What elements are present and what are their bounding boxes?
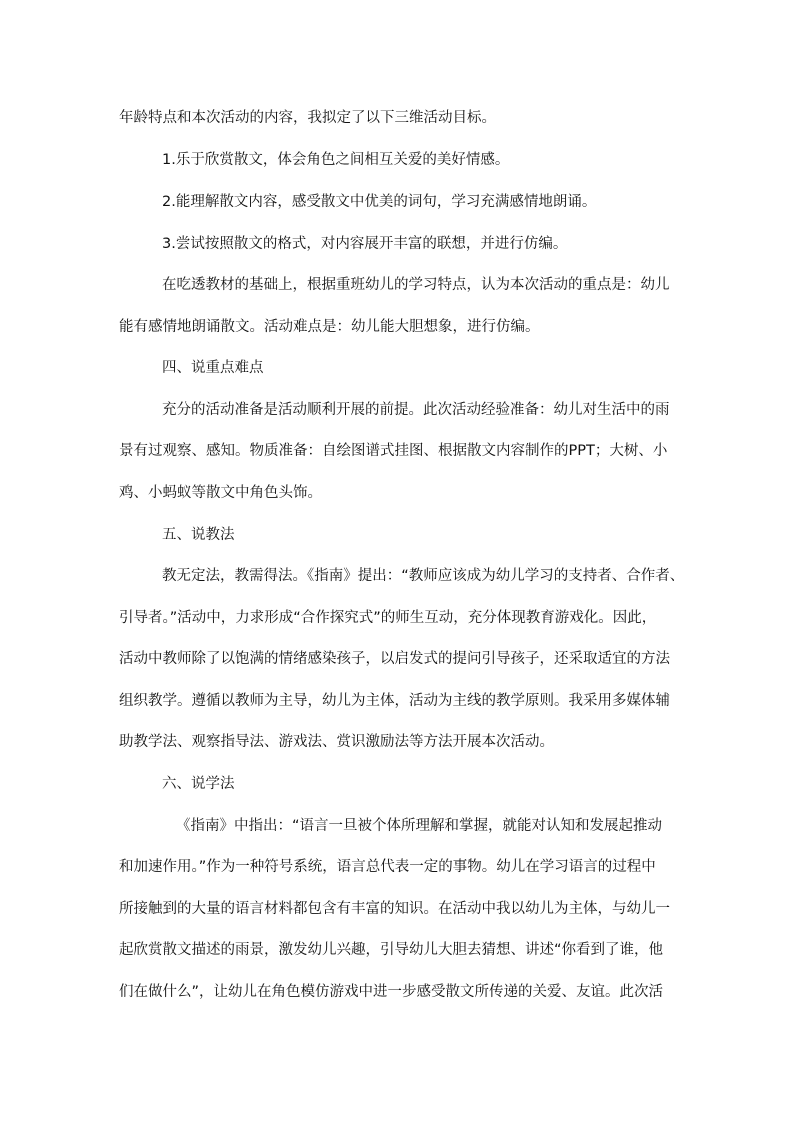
text-line: 3.尝试按照散文的格式，对内容展开丰富的联想，并进行仿编。 — [162, 236, 568, 252]
text-line: 起欣赏散文描述的雨景，激发幼儿兴趣，引导幼儿大胆去猜想、讲述“你看到了谁，他 — [119, 942, 664, 958]
text-line: 在吃透教材的基础上，根据重班幼儿的学习特点，认为本次活动的重点是：幼儿 — [162, 277, 670, 293]
text-line: 能有感情地朗诵散文。活动难点是：幼儿能大胆想象，进行仿编。 — [119, 319, 540, 335]
text-line: 鸡、小蚂蚁等散文中角色头饰。 — [119, 485, 322, 501]
text-line: 助教学法、观察指导法、游戏法、赏识激励法等方法开展本次活动。 — [119, 734, 554, 750]
text-line: 1.乐于欣赏散文，体会角色之间相互关爱的美好情感。 — [162, 152, 510, 168]
text-line: 教无定法，教需得法。《指南》提出：“教师应该成为幼儿学习的支持者、合作者、 — [162, 568, 685, 584]
section-heading: 五、说教法 — [162, 527, 235, 543]
text-line: 充分的活动准备是活动顺利开展的前提。此次活动经验准备：幼儿对生活中的雨 — [162, 402, 670, 418]
text-line: 所接触到的大量的语言材料都包含有丰富的知识。在活动中我以幼儿为主体，与幼儿一 — [119, 901, 670, 917]
text-line: 组织教学。遵循以教师为主导，幼儿为主体，活动为主线的教学原则。我采用多媒体辅 — [119, 693, 670, 709]
text-line: 年龄特点和本次活动的内容，我拟定了以下三维活动目标。 — [119, 110, 496, 126]
text-line: 景有过观察、感知。物质准备：自绘图谱式挂图、根据散文内容制作的PPT；大树、小 — [119, 443, 668, 459]
text-line: 们在做什么”，让幼儿在角色模仿游戏中进一步感受散文所传递的关爱、友谊。此次活 — [119, 984, 664, 1000]
text-line: 和加速作用。”作为一种符号系统，语言总代表一定的事物。幼儿在学习语言的过程中 — [119, 859, 656, 875]
text-line: 《指南》中指出：“语言一旦被个体所理解和掌握，就能对认知和发展起推动 — [176, 818, 663, 834]
text-line: 活动中教师除了以饱满的情绪感染孩子，以启发式的提问引导孩子，还采取适宜的方法 — [119, 651, 670, 667]
text-line: 2.能理解散文内容，感受散文中优美的词句，学习充满感情地朗诵。 — [162, 194, 597, 210]
text-line: 引导者。”活动中，力求形成“合作探究式”的师生互动，充分体现教育游戏化。因此， — [119, 610, 657, 626]
section-heading: 四、说重点难点 — [162, 360, 264, 376]
section-heading: 六、说学法 — [162, 776, 235, 792]
